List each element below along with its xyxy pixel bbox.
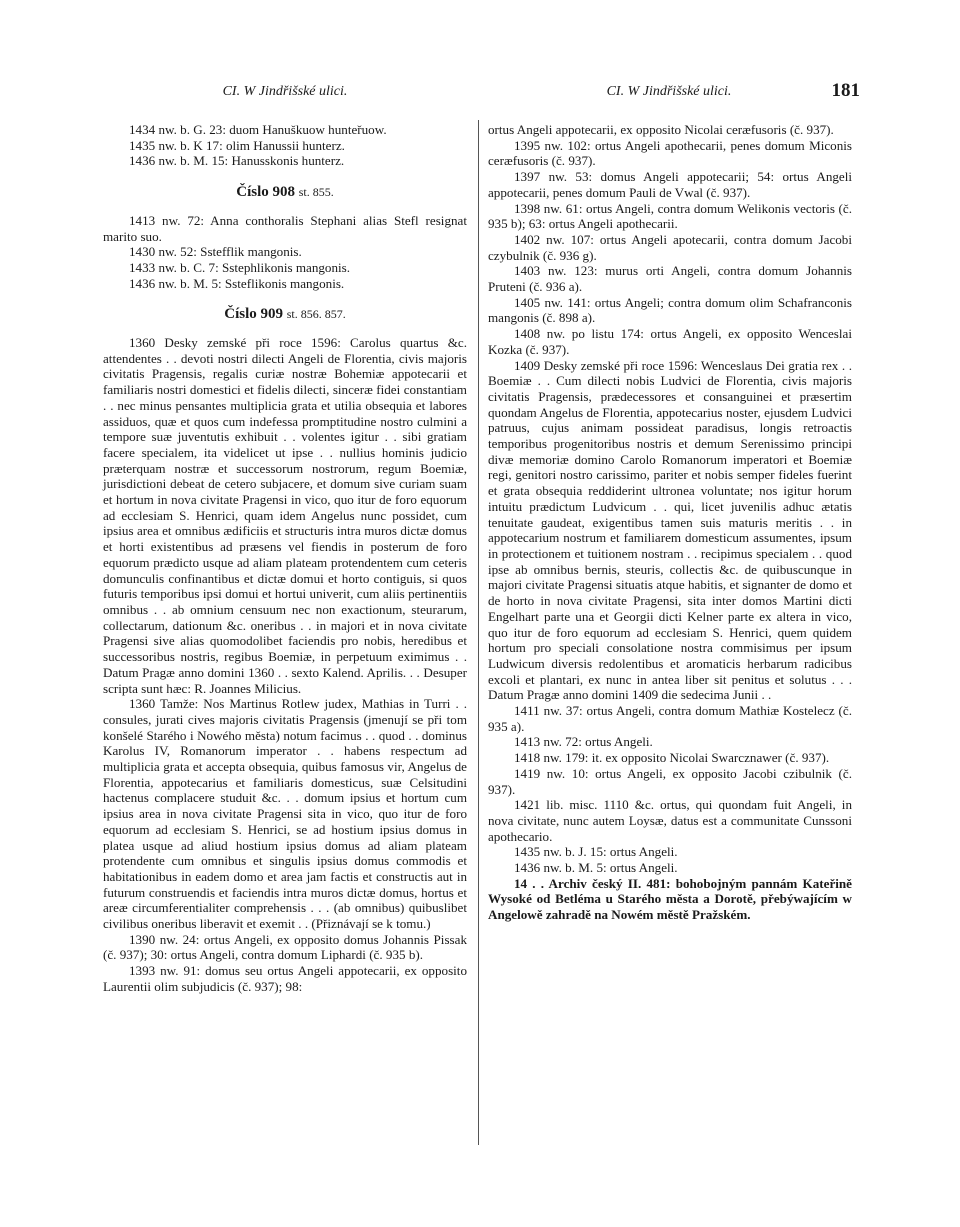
section-subtitle: st. 855. [298, 185, 334, 200]
section-title: Číslo 909 [224, 306, 283, 323]
list-item: 1434 nw. b. G. 23: duom Hanuškuow hunteřuow. [129, 122, 387, 137]
entry-paragraph: 1360 Desky zemské při roce 1596: Carolus quartus &c. attendentes . . devoti nostri dilecti Angeli de Florentia, civis majoris civitatis Pragensis, regalis curiæ nostræ Bohemiæ appotecarii et familiaris nostri domestici et fidelis dilecti, sinceræ fidei constantiam . . nec minus pensantes multiplicia grata et utilia obsequia et labores assiduos, quæ et quos cum indefessa promptitudine nostro culmini a tempore suæ juventutis exhibuit . . volentes igitur . . sibi gratiam facere specialem, ita videlicet ut ipse . . nullius hominis judicio præterquam nostræ et successorum nostrorum, regum Boemiæ, jurisdictioni debeat de cetero subjacere, et domum sive curiam suam et hortum in nova civitate Pragensi in vico, quo itur de foro equorum ad ecclesiam S. Henrici, quam idem Angelus nunc possidet, cum ipsius area et omnibus ædificiis et structuris intra muros dictæ domus et horti existentibus ad præsens vel fiendis in posterum de foro equorum prædicto usque ad aliam plateam protendentem cum ceteris domunculis confinantibus et dictæ domui et horto contiguis, si quos futuris temporibus ipsi domui et hortui univerit, cum aliis pertinentiis omnibus . . ab omnium censuum nec non exactionum, steurarum, collectarum, dationum &c. oneribus . . in majori et in nova civitate Pragensi sive alias quomodolibet faciendis pro nobis, heredibus et successoribus nostris, regibus Boemiæ, in perpetuum eximimus . . Datum Pragæ anno domini 1360 . . sexto Kalend. Aprilis. . . Desuper scripta sunt hæc: R. Joannes Milicius. [103, 335, 467, 696]
entry-paragraph: 1393 nw. 91: domus seu ortus Angeli appotecarii, ex opposito Laurentii olim subjudicis (č. 937); 98: [103, 963, 467, 994]
entry-paragraph: 1360 Tamže: Nos Martinus Rotlew judex, Mathias in Turri . . consules, jurati cives majoris civitatis Pragensis (jmenují se při tom konšelé Starého i Nowého města) notum facimus . . quod . . dominus Karolus IV, Romanorum imperator . . habens respectum ad multiplicia grata et accepta obsequia, quibus famosus vir, Angelus de Florentia, appotecarius et familiaris domesticus, suæ Celsitudini hactenus complacere studuit &c. . . domum ipsius et hortum cum ipsius area in nova civitate Pragensi sita in vico, quo itur de foro equorum ad ecclesiam S. Henrici, se ad hostium ipsius domus in platea usque ad aliud hostium ipsius domus ad aliam plateam protendente cum omnibus et singulis ipsius domus commodis et habitationibus in eadem domo et area jam factis et constructis aut in futurum construendis et faciendis intra muros dictæ domus, hortus et areæ circumferentialiter comprehensis . . . (ab omnibus) quibuslibet civilibus oneribus liberavit et exemit . . (Přiznávají se k tomu.) [103, 696, 467, 932]
entry-paragraph: 1397 nw. 53: domus Angeli appotecarii; 54: ortus Angeli appotecarii, penes domum Pauli de Vwal (č. 937). [488, 169, 852, 200]
entry-list-908 [103, 244, 467, 291]
entry-paragraph: 1419 nw. 10: ortus Angeli, ex opposito Jacobi czibulnik (č. 937). [488, 765, 852, 797]
entry-paragraph: 1413 nw. 72: Anna conthoralis Stephani alias Stefl resignat marito suo. [103, 212, 467, 244]
left-column [103, 122, 467, 995]
top-list [103, 122, 467, 169]
list-item: 1436 nw. b. M. 5: Ssteflikonis mangonis. [129, 275, 345, 291]
section-title: Číslo 908 [236, 184, 295, 201]
running-head [100, 80, 860, 108]
list-item: 1435 nw. b. K 17: olim Hanussii hunterz. [129, 137, 345, 153]
entry-paragraph: 1435 nw. b. J. 15: ortus Angeli. [514, 844, 678, 860]
entry-paragraph: 14 . . Archiv český II. 481: bohobojným pannám Kateřině Wysoké od Betléma u Starého města a Dorotě, přebýwajícím w Angelowě zahradě na Nowém městě Pražském. [488, 875, 852, 923]
entry-paragraph: 1436 nw. b. M. 5: ortus Angeli. [514, 860, 678, 876]
continuation-paragraph: ortus Angeli appotecarii, ex opposito Nicolai ceræfusoris (č. 937). [488, 122, 834, 137]
entry-paragraph: 1398 nw. 61: ortus Angeli, contra domum Welikonis vectoris (č. 935 b); 63: ortus Angeli apothecarii. [488, 200, 852, 232]
entry-paragraph: 1395 nw. 102: ortus Angeli apothecarii, penes domum Miconis ceræfusoris (č. 937). [488, 137, 852, 169]
section-heading-909 [103, 307, 467, 323]
page-number: 181 [831, 80, 860, 101]
running-head-right: CI. W Jindřišské ulici. [606, 84, 732, 99]
right-column [488, 122, 852, 923]
list-item: 1433 nw. b. C. 7: Sstephlikonis mangonis. [129, 259, 351, 275]
section-subtitle: st. 856. 857. [286, 307, 346, 322]
entry-paragraph: 1413 nw. 72: ortus Angeli. [514, 734, 653, 750]
entry-paragraph: 1418 nw. 179: it. ex opposito Nicolai Swarcznawer (č. 937). [514, 750, 830, 766]
entry-paragraph: 1405 nw. 141: ortus Angeli; contra domum olim Schafranconis mangonis (č. 898 a). [488, 294, 852, 326]
entry-paragraph: 1390 nw. 24: ortus Angeli, ex opposito domus Johannis Pissak (č. 937); 30: ortus Angeli, contra domum Liphardi (č. 935 b). [103, 931, 467, 963]
entry-paragraph: 1411 nw. 37: ortus Angeli, contra domum Mathiæ Kostelecz (č. 935 a). [488, 703, 852, 734]
entry-paragraph: 1409 Desky zemské při roce 1596: Wenceslaus Dei gratia rex . . Boemiæ . . Cum dilecti nobis Ludvici de Florentia, civis majoris civitatis Pragensis, prædecessores et consanguinei et præsertim quondam Angelus de Florentia, appotecarius noster, ejusdem Ludvici patruus, cujus animam possideat paradisus, longis retroactis temporibus progenitoribus nostris et demum Serenissimo principi divæ memoriæ domino Carolo Romanorum imperatori et Boemiæ regi, genitori nostro carissimo, pariter et nobis semper fideles fuerint et grata obsequia reddiderint ultronea voluntate; nos igitur horum intuitu prædictum Ludvicum . . qui, licet juvenilis adhuc ætatis tenuitate gaudeat, exigentibus tamen suis maturis meritis . . in appotecarium nostrum et familiarem domesticum assumentes, ipsum in protectionem et tuitionem nostram . . recipimus specialem . . quod ipse ab omnibus bernis, steuris, collectis &c. de quibuscunque in majori civitate Pragensi situatis atque habitis, et signanter de domo et de horto in nova civitate Pragensi, sita inter domos Martini dicti Engelhart parte una et Georgii dicti Kelner parte ex altera in vico, quo itur de foro equorum ad ecclesiam S. Henrici, quem quidem hortum pro speciali consolatione nostra commisimus per ipsum Ludwicum diversis redolentibus et aromaticis herbarum radicibus excoli et plantari, ex nunc in antea liber sit penitus et solutus . . . Datum Pragæ anno domini 1409 die sedecima Junii . . [488, 357, 852, 703]
section-heading-908 [103, 185, 467, 201]
running-head-left: CI. W Jindřišské ulici. [222, 84, 348, 99]
entry-paragraph: 1408 nw. po listu 174: ortus Angeli, ex opposito Wenceslai Kozka (č. 937). [488, 326, 852, 357]
entry-paragraph: 1403 nw. 123: murus orti Angeli, contra domum Johannis Pruteni (č. 936 a). [488, 263, 852, 295]
column-divider [478, 120, 479, 1145]
entry-paragraph: 1402 nw. 107: ortus Angeli apotecarii, contra domum Jacobi czybulnik (č. 936 g). [488, 231, 852, 263]
list-item: 1436 nw. b. M. 15: Hanusskonis hunterz. [129, 153, 345, 169]
list-item: 1430 nw. 52: Sstefflik mangonis. [129, 244, 302, 260]
entry-paragraph: 1421 lib. misc. 1110 &c. ortus, qui quondam fuit Angeli, in nova civitate, nunc autem Loysæ, datus est a communitate Cunssoni apothecario. [488, 797, 852, 844]
